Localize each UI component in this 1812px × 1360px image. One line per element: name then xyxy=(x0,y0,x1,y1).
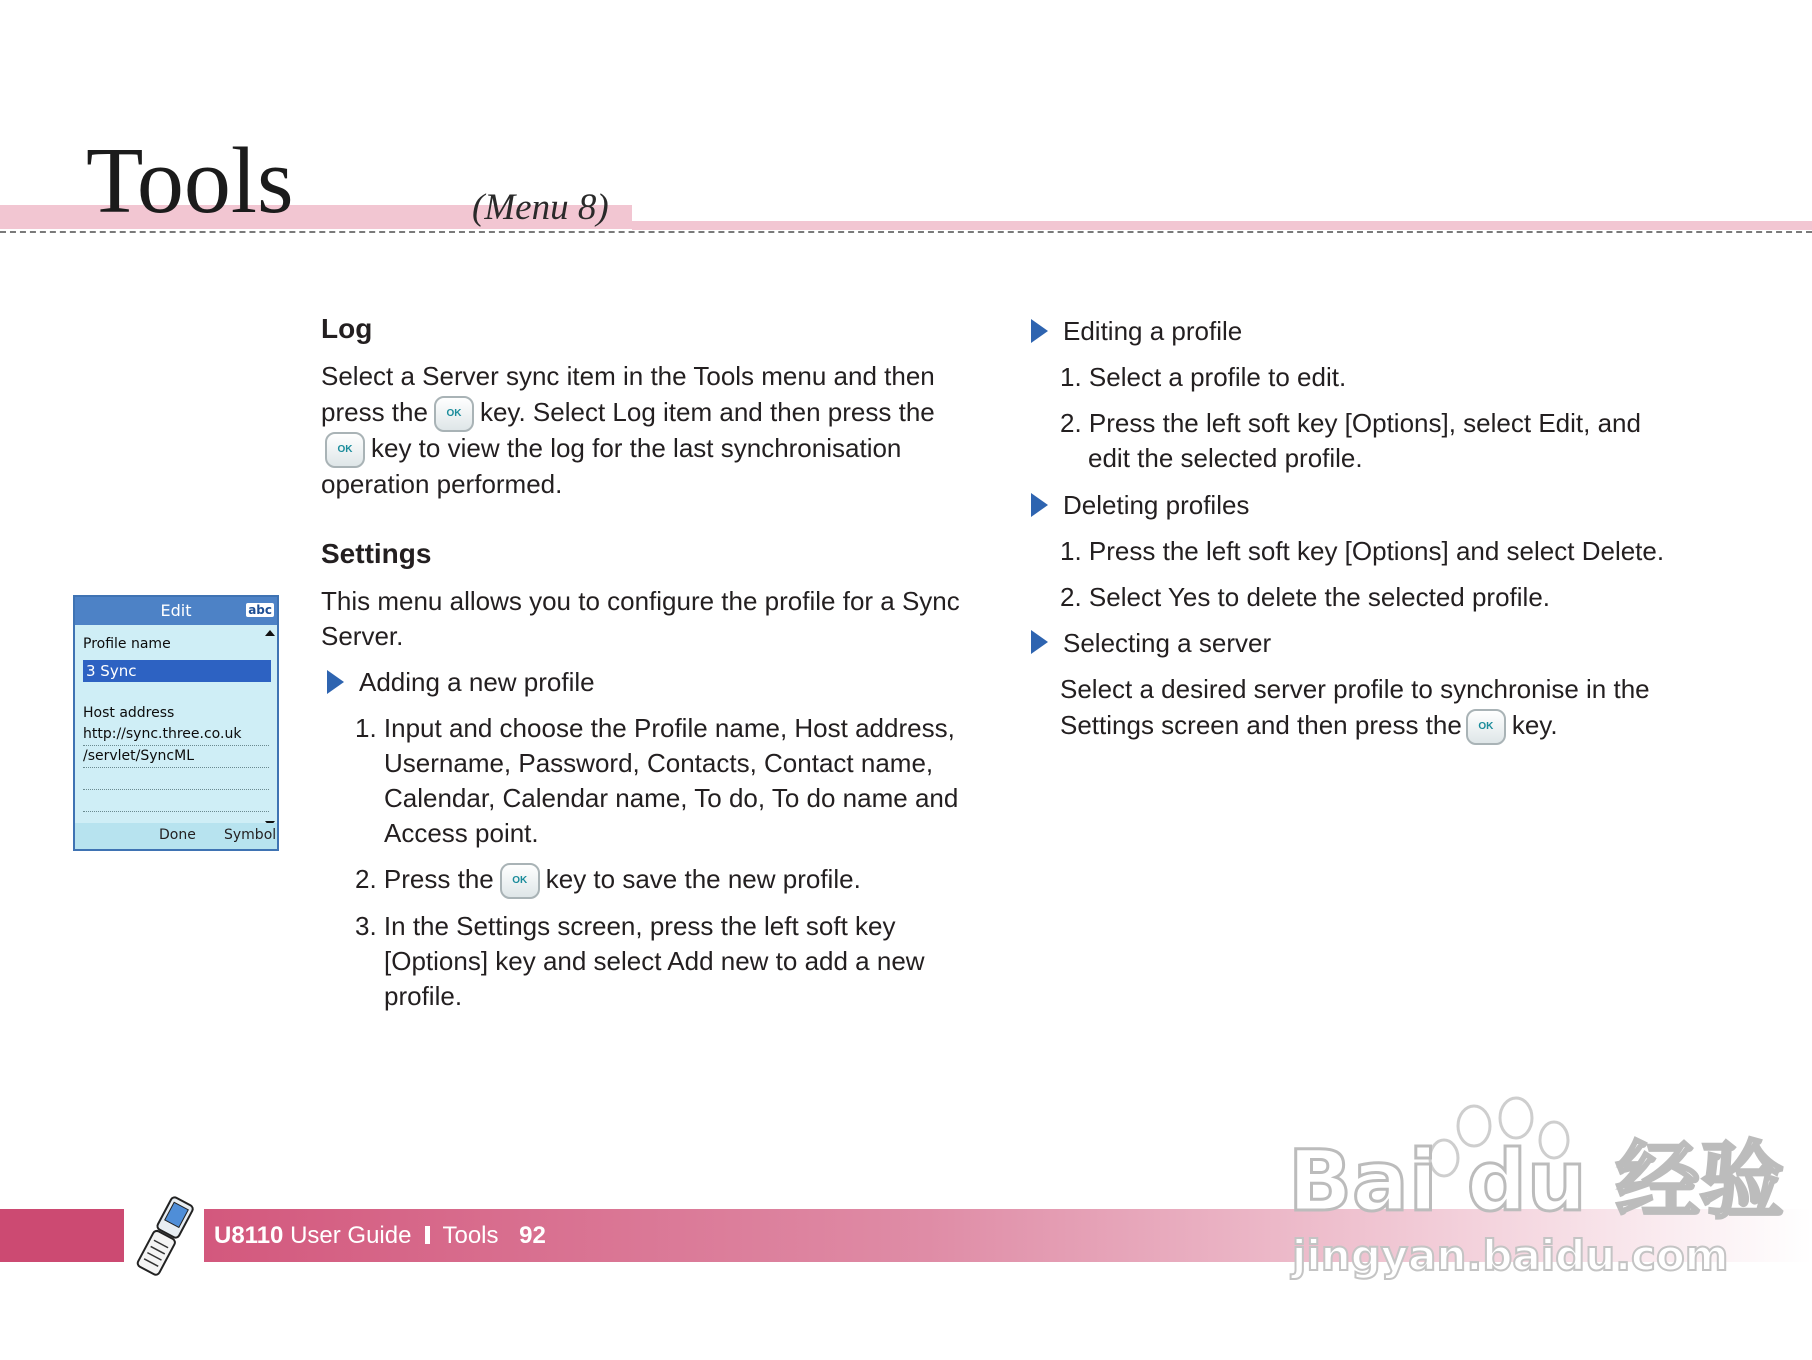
footer-separator xyxy=(425,1226,430,1244)
soft-key-bar xyxy=(75,823,277,849)
input-mode-badge: abc xyxy=(248,603,272,617)
footer-text xyxy=(214,1209,546,1262)
selecting-text-fragment: key. xyxy=(1511,710,1558,740)
log-text-line: Select a Server sync item in the Tools menu and then xyxy=(321,361,935,391)
adding-step-3-cont: [Options] key and select Add new to add a new xyxy=(384,946,925,976)
log-text-fragment: press the xyxy=(321,397,428,427)
footer-guide: User Guide xyxy=(290,1222,412,1249)
footer-model: U8110 xyxy=(214,1222,284,1249)
adding-step-1: 1. Input and choose the Profile name, Host address, xyxy=(355,713,955,743)
bullet-triangle-icon xyxy=(1031,630,1048,654)
phone-icon xyxy=(128,1192,198,1280)
log-text-fragment: key. Select Log item and then press the xyxy=(479,397,935,427)
ok-key-icon: OK xyxy=(325,432,365,468)
editing-step-1: 1. Select a profile to edit. xyxy=(1060,362,1347,392)
bullet-triangle-icon xyxy=(1031,319,1048,343)
settings-intro-line: This menu allows you to configure the profile for a Sync xyxy=(321,586,960,616)
watermark-brand: Bai du 经验 xyxy=(1288,1132,1784,1230)
phone-title: Edit xyxy=(160,601,192,620)
adding-step-1-cont: Calendar, Calendar name, To do, To do name and xyxy=(384,783,959,813)
adding-step-3-cont: profile. xyxy=(384,981,463,1011)
bullet-triangle-icon xyxy=(1031,493,1048,517)
deleting-step-2: 2. Select Yes to delete the selected profile. xyxy=(1060,582,1551,612)
editing-step-2-cont: edit the selected profile. xyxy=(1088,443,1363,473)
adding-step-1-cont: Access point. xyxy=(384,818,539,848)
ok-key-icon: OK xyxy=(1466,709,1506,745)
empty-line xyxy=(83,768,269,790)
adding-step-2 xyxy=(355,862,861,899)
footer-section: Tools xyxy=(442,1222,499,1249)
profile-name-field: 3 Sync xyxy=(83,660,271,682)
settings-intro-line: Server. xyxy=(321,621,404,651)
page-subtitle: (Menu 8) xyxy=(472,187,609,228)
log-heading: Log xyxy=(321,313,373,344)
footer-accent-block xyxy=(0,1209,124,1262)
adding-step-3: 3. In the Settings screen, press the left soft key xyxy=(355,911,896,941)
deleting-step-1: 1. Press the left soft key [Options] and select Delete. xyxy=(1060,536,1665,566)
page-number: 92 xyxy=(519,1222,546,1249)
host-address-line-2: /servlet/SyncML xyxy=(83,746,269,768)
watermark-url: jingyan.baidu.com xyxy=(1292,1231,1729,1280)
selecting-text-line: Select a desired server profile to synchronise in the xyxy=(1060,674,1650,704)
log-text-line: operation performed. xyxy=(321,469,563,499)
phone-screen-illustration xyxy=(73,595,279,851)
selecting-server-label: Selecting a server xyxy=(1063,628,1272,658)
editing-step-2: 2. Press the left soft key [Options], select Edit, and xyxy=(1060,408,1641,438)
adding-profile-label: Adding a new profile xyxy=(359,667,595,697)
soft-key-done: Done xyxy=(159,827,196,843)
deleting-profiles-label: Deleting profiles xyxy=(1063,490,1250,520)
step-2-fragment: key to save the new profile. xyxy=(545,864,861,894)
settings-heading: Settings xyxy=(321,538,432,569)
empty-line xyxy=(83,790,269,812)
profile-name-label: Profile name xyxy=(83,636,171,652)
baidu-watermark-logo xyxy=(1286,1100,1784,1290)
log-text-line xyxy=(321,395,935,432)
ok-key-icon: OK xyxy=(434,396,474,432)
phone-title-bar xyxy=(75,597,277,625)
ok-key-icon: OK xyxy=(500,863,540,899)
adding-step-1-cont: Username, Password, Contacts, Contact name, xyxy=(384,748,934,778)
header-band-right xyxy=(632,221,1812,230)
bullet-triangle-icon xyxy=(327,670,344,694)
selecting-text-fragment: Settings screen and then press the xyxy=(1060,710,1462,740)
host-address-label: Host address xyxy=(83,705,175,721)
host-address-line-1: http://sync.three.co.uk xyxy=(83,724,269,746)
log-text-fragment: key to view the log for the last synchronisation xyxy=(371,433,902,463)
scroll-up-icon xyxy=(265,630,275,636)
selecting-text-line xyxy=(1060,708,1558,745)
editing-profile-label: Editing a profile xyxy=(1063,316,1243,346)
page-title: Tools xyxy=(86,129,294,233)
step-2-fragment: 2. Press the xyxy=(355,864,494,894)
log-text-line xyxy=(321,431,901,468)
soft-key-symbol: Symbol xyxy=(224,827,277,843)
